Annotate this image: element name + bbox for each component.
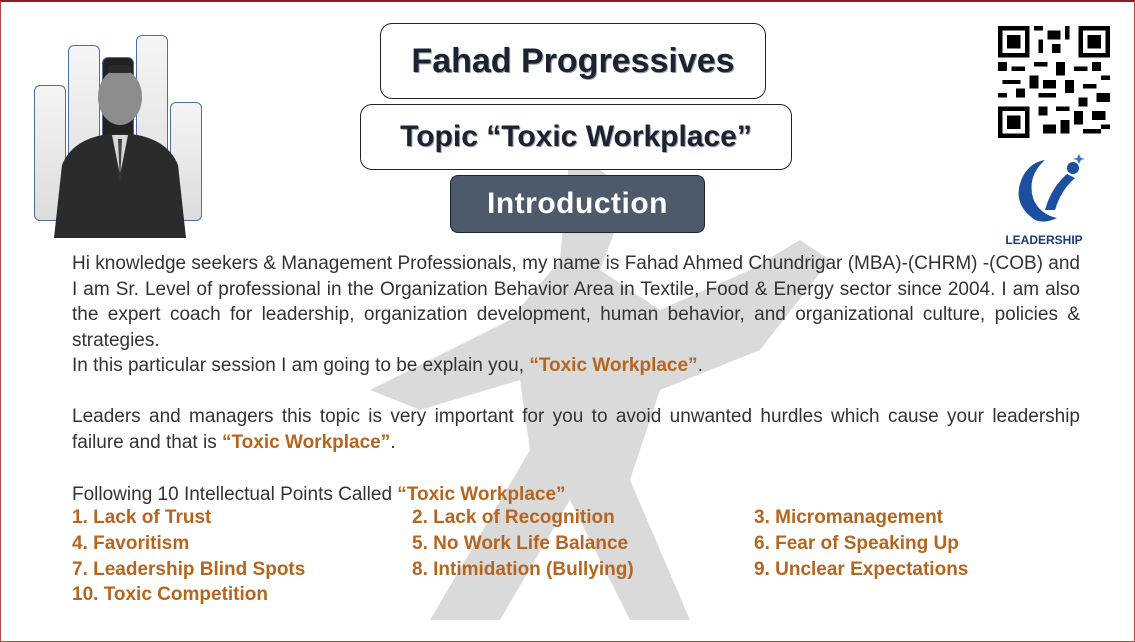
points-intro-text: Following 10 Intellectual Points Called	[72, 484, 398, 505]
importance-highlight: “Toxic Workplace”	[221, 431, 391, 453]
point-2: 2. Lack of Recognition	[412, 507, 615, 528]
points-intro-highlight: “Toxic Workplace”	[397, 484, 566, 505]
person-silhouette	[34, 35, 202, 238]
session-line	[72, 353, 1080, 379]
leadership-logo-label: LEADERSHIP	[1005, 233, 1083, 247]
leadership-logo-icon	[1005, 148, 1095, 228]
topic-title: Topic “Toxic Workplace”	[360, 104, 792, 170]
session-end: .	[697, 355, 703, 376]
importance-paragraph	[72, 404, 1080, 455]
point-9: 9. Unclear Expectations	[754, 559, 969, 580]
section-label: Introduction	[450, 175, 705, 233]
qr-code-icon	[998, 26, 1110, 138]
page-title: Fahad Progressives	[380, 23, 766, 99]
point-8: 8. Intimidation (Bullying)	[412, 559, 634, 580]
point-1: 1. Lack of Trust	[72, 507, 212, 528]
importance-end: .	[390, 431, 396, 453]
points-intro	[72, 482, 1080, 508]
session-text: In this particular session I am going to be explain you,	[72, 355, 530, 376]
point-10: 10. Toxic Competition	[72, 584, 269, 605]
point-3: 3. Micromanagement	[754, 507, 943, 528]
point-7: 7. Leadership Blind Spots	[72, 559, 306, 580]
point-6: 6. Fear of Speaking Up	[754, 533, 959, 554]
point-4: 4. Favoritism	[72, 533, 190, 554]
intro-paragraph	[72, 251, 1080, 379]
point-5: 5. No Work Life Balance	[412, 533, 629, 554]
intro-text: Hi knowledge seekers & Management Professionals, my name is Fahad Ahmed Chundrigar (MBA)-(CHRM) -(COB) and I am Sr. Level of professional in the Organization Behavior Area in Textile, Food & Energy sector since 2004. I am also the expert coach for leadership, organization development, human behavior, and organizational culture, policies & strategies.	[72, 253, 1080, 351]
importance-text: Leaders and managers this topic is very important for you to avoid unwanted hurdles which cause your leadership failure and that is	[72, 406, 1080, 453]
session-highlight: “Toxic Workplace”	[529, 355, 698, 376]
